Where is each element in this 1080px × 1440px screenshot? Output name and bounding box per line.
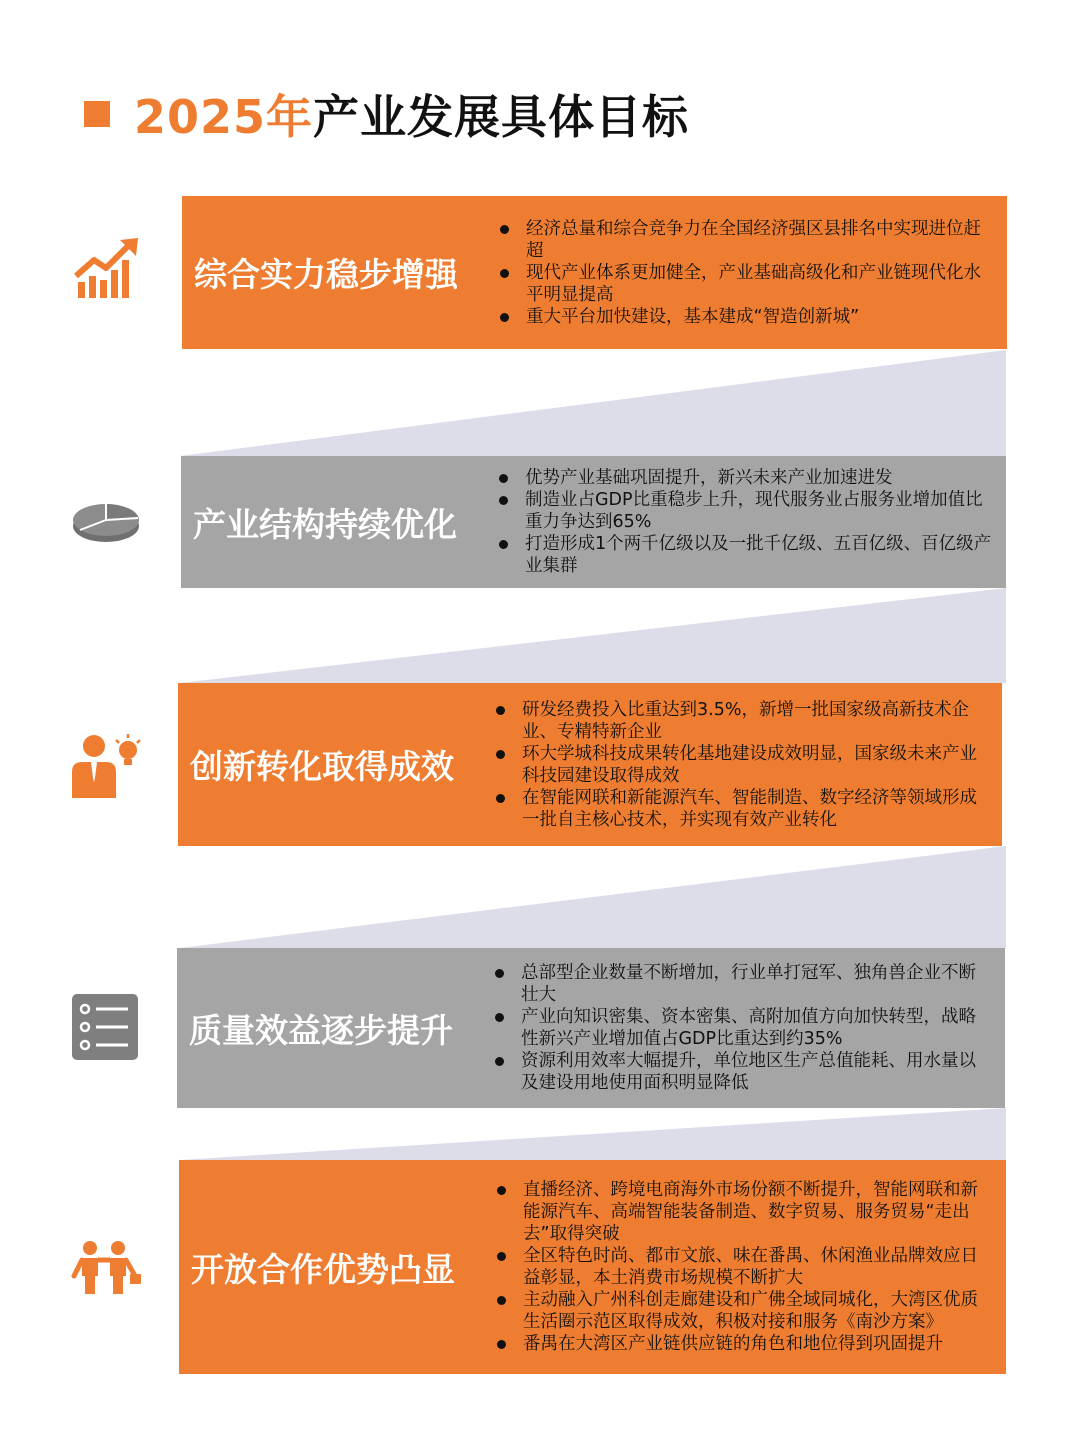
bullet-list bbox=[478, 699, 1002, 831]
list-item: 番禺在大湾区产业链供应链的角色和地位得到巩固提升 bbox=[497, 1333, 992, 1355]
bullet-list bbox=[481, 467, 1006, 577]
list-item: 资源利用效率大幅提升，单位地区生产总值能耗、用水量以及建设用地使用面积明显降低 bbox=[495, 1050, 991, 1094]
section-heading: 产业结构持续优化 bbox=[193, 504, 457, 544]
list-item: 直播经济、跨境电商海外市场份额不断提升，智能网联和新能源汽车、高端智能装备制造、数字贸易、服务贸易“走出去”取得突破 bbox=[497, 1179, 992, 1245]
section-open-cooperation bbox=[179, 1160, 1006, 1374]
bullet-list bbox=[479, 1179, 1006, 1355]
section-innovation bbox=[178, 683, 1002, 846]
pie-chart-icon bbox=[70, 498, 142, 546]
section-heading: 开放合作优势凸显 bbox=[191, 1249, 455, 1289]
section-heading: 创新转化取得成效 bbox=[190, 747, 454, 786]
list-item: 全区特色时尚、都市文旅、味在番禺、休闲渔业品牌效应日益彰显，本土消费市场规模不断扩大 bbox=[497, 1245, 992, 1289]
list-item: 总部型企业数量不断增加，行业单打冠军、独角兽企业不断壮大 bbox=[495, 962, 991, 1006]
section-quality-efficiency bbox=[177, 948, 1005, 1108]
connector-band-2 bbox=[180, 588, 1006, 683]
list-icon bbox=[72, 994, 138, 1060]
list-item: 优势产业基础巩固提升，新兴未来产业加速进发 bbox=[499, 467, 992, 489]
list-item: 产业向知识密集、资本密集、高附加值方向加快转型，战略性新兴产业增加值占GDP比重达到约35% bbox=[495, 1006, 991, 1050]
section-industrial-structure bbox=[181, 456, 1006, 588]
list-item: 主动融入广州科创走廊建设和广佛全域同城化，大湾区优质生活圈示范区取得成效，积极对接和服务《南沙方案》 bbox=[497, 1289, 992, 1333]
connector-band-3 bbox=[180, 846, 1006, 948]
list-item: 在智能网联和新能源汽车、智能制造、数字经济等领域形成一批自主核心技术，并实现有效产业转化 bbox=[496, 787, 988, 831]
section-heading: 综合实力稳步增强 bbox=[194, 255, 458, 294]
innovation-person-icon bbox=[70, 732, 142, 800]
growth-chart-icon bbox=[72, 236, 142, 302]
section-overall-strength bbox=[182, 196, 1007, 349]
list-item: 现代产业体系更加健全，产业基础高级化和产业链现代化水平明显提高 bbox=[500, 262, 993, 306]
list-item: 经济总量和综合竞争力在全国经济强区县排名中实现进位赶超 bbox=[500, 218, 993, 262]
connector-band-1 bbox=[180, 350, 1006, 456]
title-text: 产业发展具体目标 bbox=[313, 90, 690, 144]
bullet-list bbox=[477, 962, 1005, 1094]
list-item: 环大学城科技成果转化基地建设成效明显，国家级未来产业科技园建设取得成效 bbox=[496, 743, 988, 787]
list-item: 打造形成1个两千亿级以及一批千亿级、五百亿级、百亿级产业集群 bbox=[499, 533, 992, 577]
list-item: 研发经费投入比重达到3.5%，新增一批国家级高新技术企业、专精特新企业 bbox=[496, 699, 988, 743]
partners-icon bbox=[70, 1240, 142, 1296]
title-year: 2025年 bbox=[134, 90, 314, 144]
bullet-list bbox=[482, 218, 1007, 328]
list-item: 重大平台加快建设，基本建成“智造创新城” bbox=[500, 306, 993, 328]
connector-band-4 bbox=[180, 1108, 1006, 1160]
list-item: 制造业占GDP比重稳步上升，现代服务业占服务业增加值比重力争达到65% bbox=[499, 489, 992, 533]
section-heading: 质量效益逐步提升 bbox=[189, 1010, 453, 1050]
